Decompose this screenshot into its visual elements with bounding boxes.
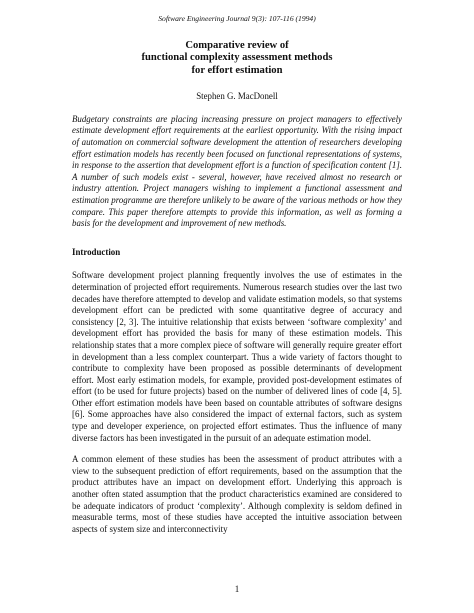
body-paragraph: Software development project planning frequently involves the use of estimates in the determination of projected effort requirements. Numerous research studies over the last two decades have therefore attempted to develop and validate estimation models, so that systems development effort can be predicted with some quantitative degree of accuracy and consistency [2, 3]. The intuitive relationship that exists between ‘software complexity’ and development effort has provided the basis for many of these estimation models. This relationship states that a more complex piece of software will generally require greater effort in development than a less complex counterpart. Thus a wide variety of factors thought to contribute to complexity have been proposed as possible determinants of development effort. Most early estimation models, for example, provided post-development estimates of effort (to be used for future projects) based on the number of delivered lines of code [4, 5]. Other effort estimation models have been based on countable attributes of software designs [6]. Some approaches have also considered the impact of external factors, such as system type and developer experience, on projected effort estimates. Thus the influence of many diverse factors has been investigated in the pursuit of an adequate estimation model. [72,270,402,443]
title-line: for effort estimation [191,64,283,76]
page-number: 1 [234,584,240,594]
body-paragraph: A common element of these studies has been the assessment of product attributes with a view to the subsequent prediction of effort requirements, based on the assumption that the product attributes have an impact on development effort. Underlying this approach is another often stated assumption that the product characteristics examined are considered to be adequate indicators of product ‘complexity’. Although complexity is seldom defined in measurable terms, most of these studies have accepted the intuitive association between aspects of system size and interconnectivity [72,454,402,534]
title-line: Comparative review of [185,40,289,51]
journal-citation: Software Engineering Journal 9(3): 107-116 (1994) [158,14,316,23]
author-name: Stephen G. MacDonell [196,91,278,102]
section-heading: Introduction [72,246,121,257]
title-line: functional complexity assessment methods [141,52,333,64]
abstract: Budgetary constraints are placing increasing pressure on project managers to effectively estimate development effort requirements at the earliest opportunity. With the rising impact of automation on commercial software development the attention of researchers developing effort estimation models has recently been focused on functional representations of systems, in response to the assertion that development effort is a function of specification content [1]. A number of such models exist - several, however, have received almost no research or industry attention. Project managers wishing to implement a functional assessment and estimation programme are therefore unlikely to be aware of the various methods or how they compare. This paper therefore attempts to provide this information, as well as forming a basis for the development and improvement of new methods. [72,113,402,229]
paper-title [72,40,402,77]
